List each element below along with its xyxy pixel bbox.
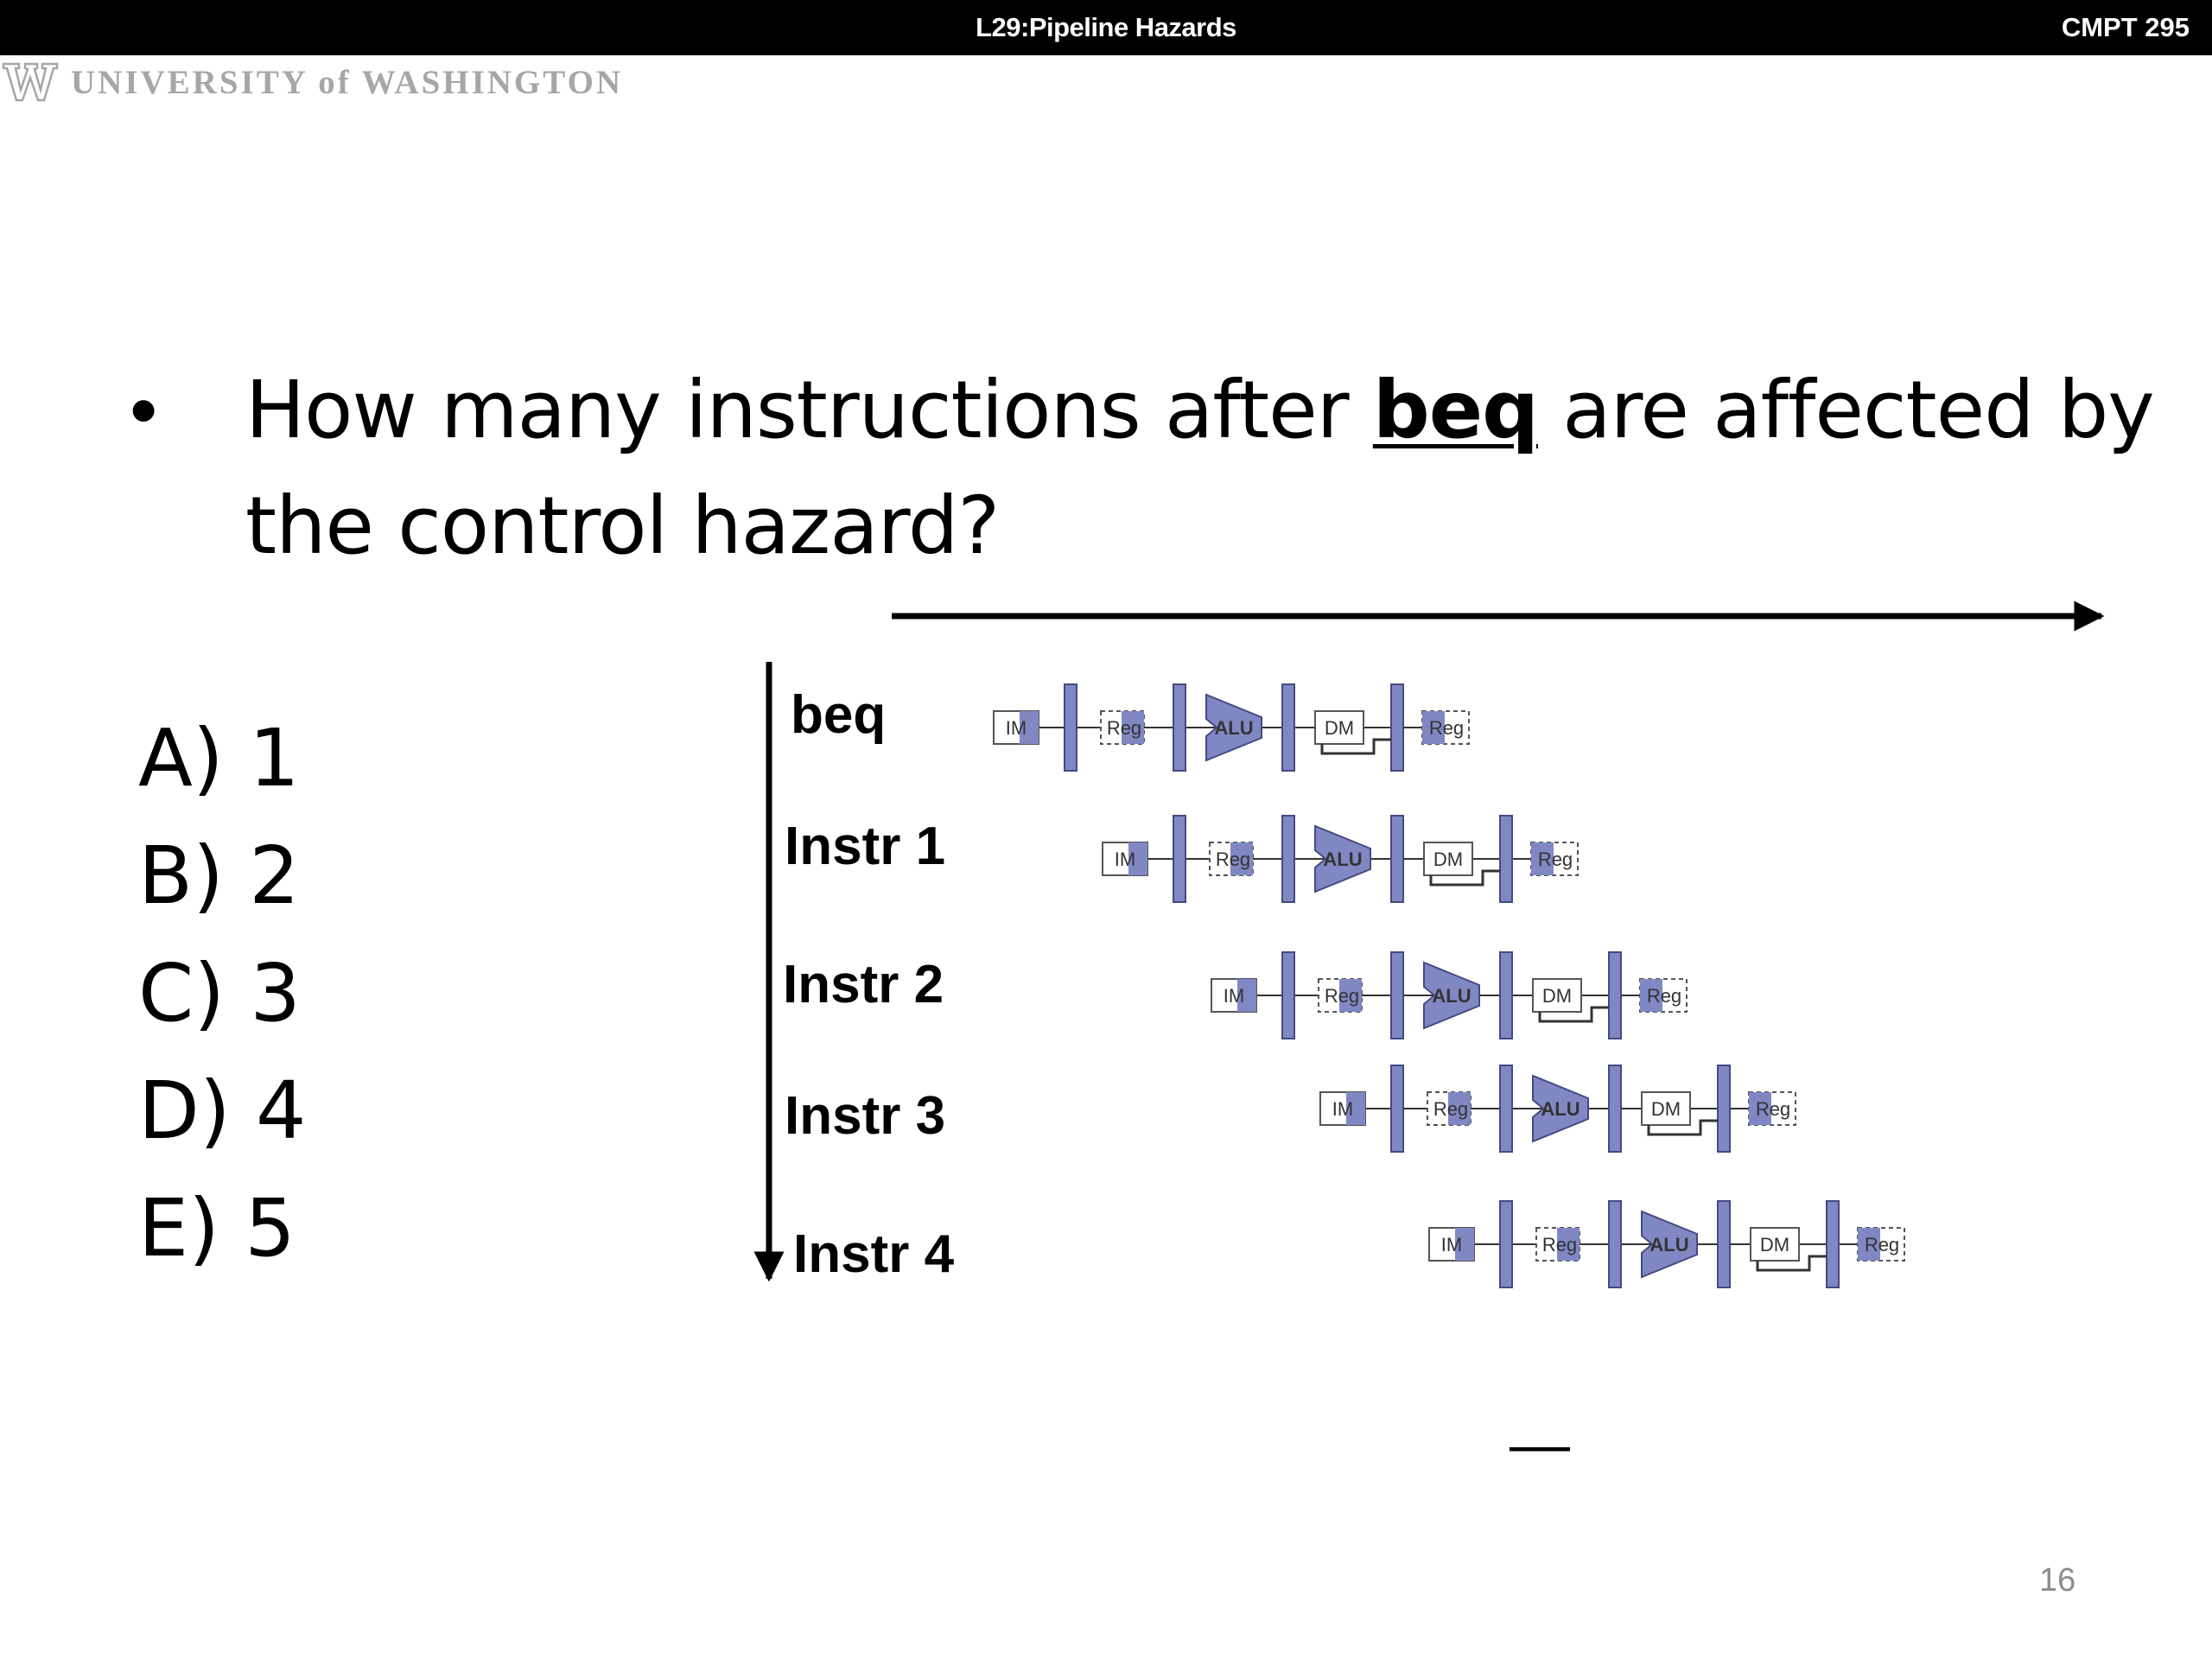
alu-label: ALU [1541,1098,1580,1120]
option-d: D) 4 [138,1065,307,1157]
pipeline-row [785,816,1578,902]
pipeline-register [1173,816,1185,902]
reg-write-label: Reg [1537,849,1573,870]
pipeline-register [1065,684,1077,771]
pipeline-register [1282,816,1294,902]
alu-label: ALU [1432,985,1471,1007]
option-e: E) 5 [138,1182,296,1274]
dm-label: DM [1759,1234,1790,1255]
pipeline-register [1718,1201,1730,1287]
im-label: IM [1440,1234,1463,1255]
question-text-before: How many instructions after [245,364,1373,456]
pipeline-register [1282,952,1294,1039]
pipeline-row [793,1201,1904,1287]
course-code: CMPT 295 [2061,12,2190,42]
pipeline-register [1391,952,1403,1039]
pipeline-register [1500,1065,1512,1152]
pipeline-row [785,1065,1796,1152]
pipeline-register [1500,952,1512,1039]
pipeline-register [1500,1201,1512,1287]
pipeline-register [1718,1065,1730,1152]
pipeline-register [1173,684,1185,771]
row-label: Instr 4 [793,1224,955,1284]
dm-label: DM [1324,717,1355,739]
pipeline-register [1827,1201,1839,1287]
reg-read-label: Reg [1106,717,1142,739]
option-a: A) 1 [138,712,300,804]
dm-label: DM [1541,985,1573,1007]
reg-read-label: Reg [1433,1098,1469,1120]
reg-write-label: Reg [1646,985,1682,1007]
lecture-title: L29:Pipeline Hazards [976,12,1236,42]
row-label: Instr 1 [785,817,946,876]
alu-label: ALU [1214,717,1254,739]
dm-label: DM [1650,1098,1681,1120]
option-b: B) 2 [138,830,300,922]
row-label: beq [791,685,887,745]
university-name: UNIVERSITY of WASHINGTON [71,63,624,101]
row-label: Instr 2 [783,955,944,1014]
im-label: IM [1114,849,1136,870]
stray-dash: — [1510,1410,1570,1478]
dm-label: DM [1433,849,1464,870]
pipeline-register [1391,1065,1403,1152]
pipeline-register [1609,1201,1621,1287]
option-c: C) 3 [138,947,301,1039]
alu-label: ALU [1649,1234,1689,1255]
im-label: IM [1332,1098,1354,1120]
reg-write-label: Reg [1755,1098,1791,1120]
row-label: Instr 3 [785,1086,946,1146]
pipeline-register [1609,1065,1621,1152]
im-label: IM [1005,717,1027,739]
pipeline-register [1391,684,1403,771]
reg-read-label: Reg [1324,985,1360,1007]
reg-write-label: Reg [1864,1234,1900,1255]
page-number: 16 [2039,1562,2076,1599]
bullet: • [130,366,158,454]
pipeline-register [1282,684,1294,771]
reg-read-label: Reg [1541,1234,1578,1255]
alu-label: ALU [1323,849,1363,870]
pipeline-row [791,684,1469,771]
pipeline-row [783,952,1687,1039]
reg-write-label: Reg [1428,717,1465,739]
pipeline-register [1500,816,1512,902]
im-label: IM [1223,985,1245,1007]
question-keyword: beq [1372,364,1538,456]
pipeline-register [1609,952,1621,1039]
pipeline-register [1391,816,1403,902]
reg-read-label: Reg [1215,849,1251,870]
question-text-after: are affected by the control hazard? [245,364,2154,572]
